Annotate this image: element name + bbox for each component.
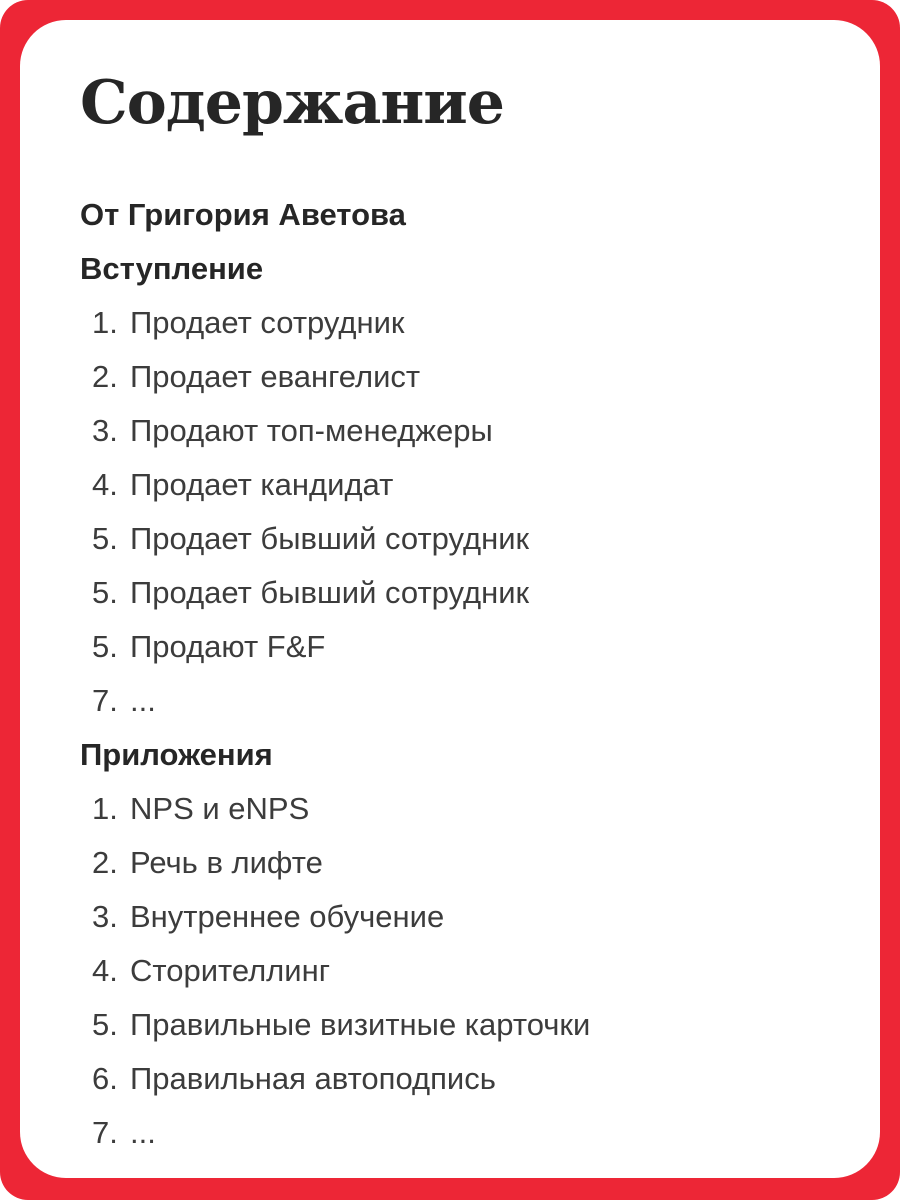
toc-item-label: NPS и eNPS (130, 791, 310, 826)
toc-item (80, 890, 840, 944)
toc-item (80, 350, 840, 404)
toc-item-label: Продает кандидат (130, 467, 394, 502)
page-title: Содержание (80, 68, 504, 138)
toc-item-label: Продает евангелист (130, 359, 421, 394)
toc-item-label: Речь в лифте (130, 845, 323, 880)
table-of-contents (80, 188, 840, 1160)
toc-item-number: 4. (92, 953, 118, 988)
toc-item-number: 2. (92, 359, 118, 394)
toc-item-number: 7. (92, 1115, 118, 1150)
toc-item-number: 5. (92, 1007, 118, 1042)
toc-item (80, 566, 840, 620)
toc-item (80, 1052, 840, 1106)
toc-item-number: 1. (92, 305, 118, 340)
toc-item-number: 2. (92, 845, 118, 880)
toc-item-label: Правильные визитные карточки (130, 1007, 591, 1042)
toc-item (80, 458, 840, 512)
toc-item-label: ... (130, 683, 156, 718)
toc-item-number: 5. (92, 575, 118, 610)
toc-item (80, 998, 840, 1052)
toc-item-label: ... (130, 1115, 156, 1150)
toc-item (80, 836, 840, 890)
toc-item-label: Правильная автоподпись (130, 1061, 496, 1096)
toc-item-label: Продают топ-менеджеры (130, 413, 493, 448)
toc-item-label: Продает бывший сотрудник (130, 521, 530, 556)
toc-item (80, 944, 840, 998)
toc-item-label: Сторителлинг (130, 953, 331, 988)
toc-item (80, 620, 840, 674)
toc-item-label: Продает сотрудник (130, 305, 405, 340)
toc-item-number: 7. (92, 683, 118, 718)
toc-section-title (80, 728, 840, 782)
toc-item-number: 5. (92, 521, 118, 556)
toc-section-title (80, 242, 840, 296)
toc-section-title-label: От Григория Аветова (80, 197, 406, 232)
toc-item (80, 512, 840, 566)
toc-item (80, 404, 840, 458)
toc-item-number: 3. (92, 413, 118, 448)
toc-item (80, 782, 840, 836)
toc-item-number: 3. (92, 899, 118, 934)
toc-item (80, 1106, 840, 1160)
toc-section-title-label: Вступление (80, 251, 264, 286)
content-card (20, 20, 880, 1178)
toc-item-label: Продают F&F (130, 629, 326, 664)
toc-section-title-label: Приложения (80, 737, 273, 772)
toc-item-label: Внутреннее обучение (130, 899, 445, 934)
toc-section-title (80, 188, 840, 242)
toc-item-number: 6. (92, 1061, 118, 1096)
toc-item-label: Продает бывший сотрудник (130, 575, 530, 610)
toc-item (80, 296, 840, 350)
toc-item-number: 4. (92, 467, 118, 502)
toc-item (80, 674, 840, 728)
toc-item-number: 5. (92, 629, 118, 664)
toc-item-number: 1. (92, 791, 118, 826)
